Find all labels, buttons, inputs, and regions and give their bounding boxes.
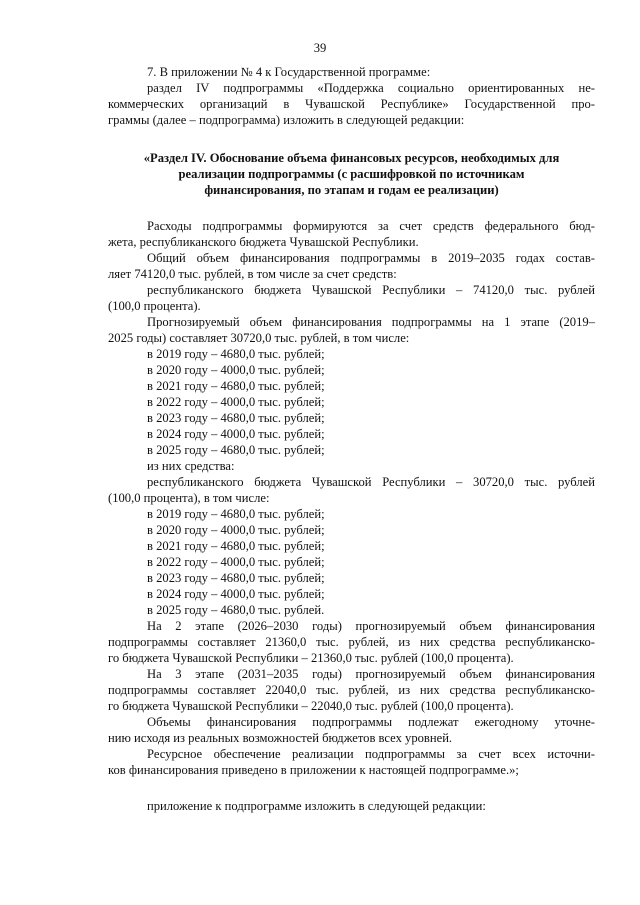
heading-line: реализации подпрограммы (с расшифровкой по источникам [178, 167, 525, 181]
paragraph-line: (100,0 процента), в том числе: [108, 491, 270, 505]
year-line: в 2025 году – 4680,0 тыс. рублей. [147, 603, 325, 617]
paragraph-line: Ресурсное обеспечение реализации подпрограммы за счет всех источни- [147, 747, 595, 761]
document-body [108, 64, 595, 814]
year-line: в 2022 году – 4000,0 тыс. рублей; [147, 395, 325, 409]
year-line: в 2024 году – 4000,0 тыс. рублей; [147, 587, 325, 601]
year-line: в 2023 году – 4680,0 тыс. рублей; [147, 571, 325, 585]
paragraph-line: го бюджета Чувашской Республики – 21360,0 тыс. рублей (100,0 процента). [108, 651, 514, 665]
paragraph-line: республиканского бюджета Чувашской Республики – 74120,0 тыс. рублей [147, 283, 595, 297]
heading-line: «Раздел IV. Обоснование объема финансовых ресурсов, необходимых для [143, 151, 560, 165]
spacer [108, 778, 595, 798]
paragraph-line: жета, республиканского бюджета Чувашской Республики. [108, 235, 419, 249]
year-line: в 2025 году – 4680,0 тыс. рублей; [147, 443, 325, 457]
final-line: приложение к подпрограмме изложить в следующей редакции: [147, 799, 486, 813]
paragraph-line: 2025 годы) составляет 30720,0 тыс. рублей, в том числе: [108, 331, 410, 345]
paragraph-line: На 3 этапе (2031–2035 годы) прогнозируемый объем финансирования [147, 667, 595, 681]
year-line: в 2019 году – 4680,0 тыс. рублей; [147, 507, 325, 521]
page-number: 39 [313, 41, 327, 55]
paragraph-line: ков финансирования приведено в приложении к настоящей подпрограмме.»; [108, 763, 519, 777]
year-line: в 2022 году – 4000,0 тыс. рублей; [147, 555, 325, 569]
of-them-line: из них средства: [147, 459, 235, 473]
paragraph-line: нию исходя из реальных возможностей бюджетов всех уровней. [108, 731, 453, 745]
paragraph-line: Общий объем финансирования подпрограммы в 2019–2035 годах состав- [147, 251, 595, 265]
paragraph-line: ляет 74120,0 тыс. рублей, в том числе за счет средств: [108, 267, 397, 281]
year-line: в 2024 году – 4000,0 тыс. рублей; [147, 427, 325, 441]
paragraph-line: подпрограммы составляет 22040,0 тыс. рублей, из них средства республиканско- [108, 683, 595, 697]
paragraph-line: подпрограммы составляет 21360,0 тыс. рублей, из них средства республиканско- [108, 635, 595, 649]
intro-line: коммерческих организаций в Чувашской Республике» Государственной про- [108, 97, 595, 111]
paragraph-line: республиканского бюджета Чувашской Республики – 30720,0 тыс. рублей [147, 475, 595, 489]
intro-line: граммы (далее – подпрограмма) изложить в следующей редакции: [108, 113, 465, 127]
year-line: в 2021 году – 4680,0 тыс. рублей; [147, 539, 325, 553]
paragraph-line: Прогнозируемый объем финансирования подпрограммы на 1 этапе (2019– [147, 315, 595, 329]
intro-line: 7. В приложении № 4 к Государственной программе: [147, 65, 431, 79]
year-line: в 2020 году – 4000,0 тыс. рублей; [147, 363, 325, 377]
heading-line: финансирования, по этапам и годам ее реализации) [204, 183, 499, 197]
year-line: в 2021 году – 4680,0 тыс. рублей; [147, 379, 325, 393]
intro-line: раздел IV подпрограммы «Поддержка социально ориентированных не- [147, 81, 595, 95]
paragraph-line: го бюджета Чувашской Республики – 22040,0 тыс. рублей (100,0 процента). [108, 699, 514, 713]
paragraph-line: На 2 этапе (2026–2030 годы) прогнозируемый объем финансирования [147, 619, 595, 633]
year-line: в 2020 году – 4000,0 тыс. рублей; [147, 523, 325, 537]
year-line: в 2019 году – 4680,0 тыс. рублей; [147, 347, 325, 361]
paragraph-line: Объемы финансирования подпрограммы подлежат ежегодному уточне- [147, 715, 595, 729]
paragraph-line: (100,0 процента). [108, 299, 201, 313]
paragraph-line: Расходы подпрограммы формируются за счет средств федерального бюд- [147, 219, 595, 233]
year-line: в 2023 году – 4680,0 тыс. рублей; [147, 411, 325, 425]
section-heading [108, 150, 595, 198]
